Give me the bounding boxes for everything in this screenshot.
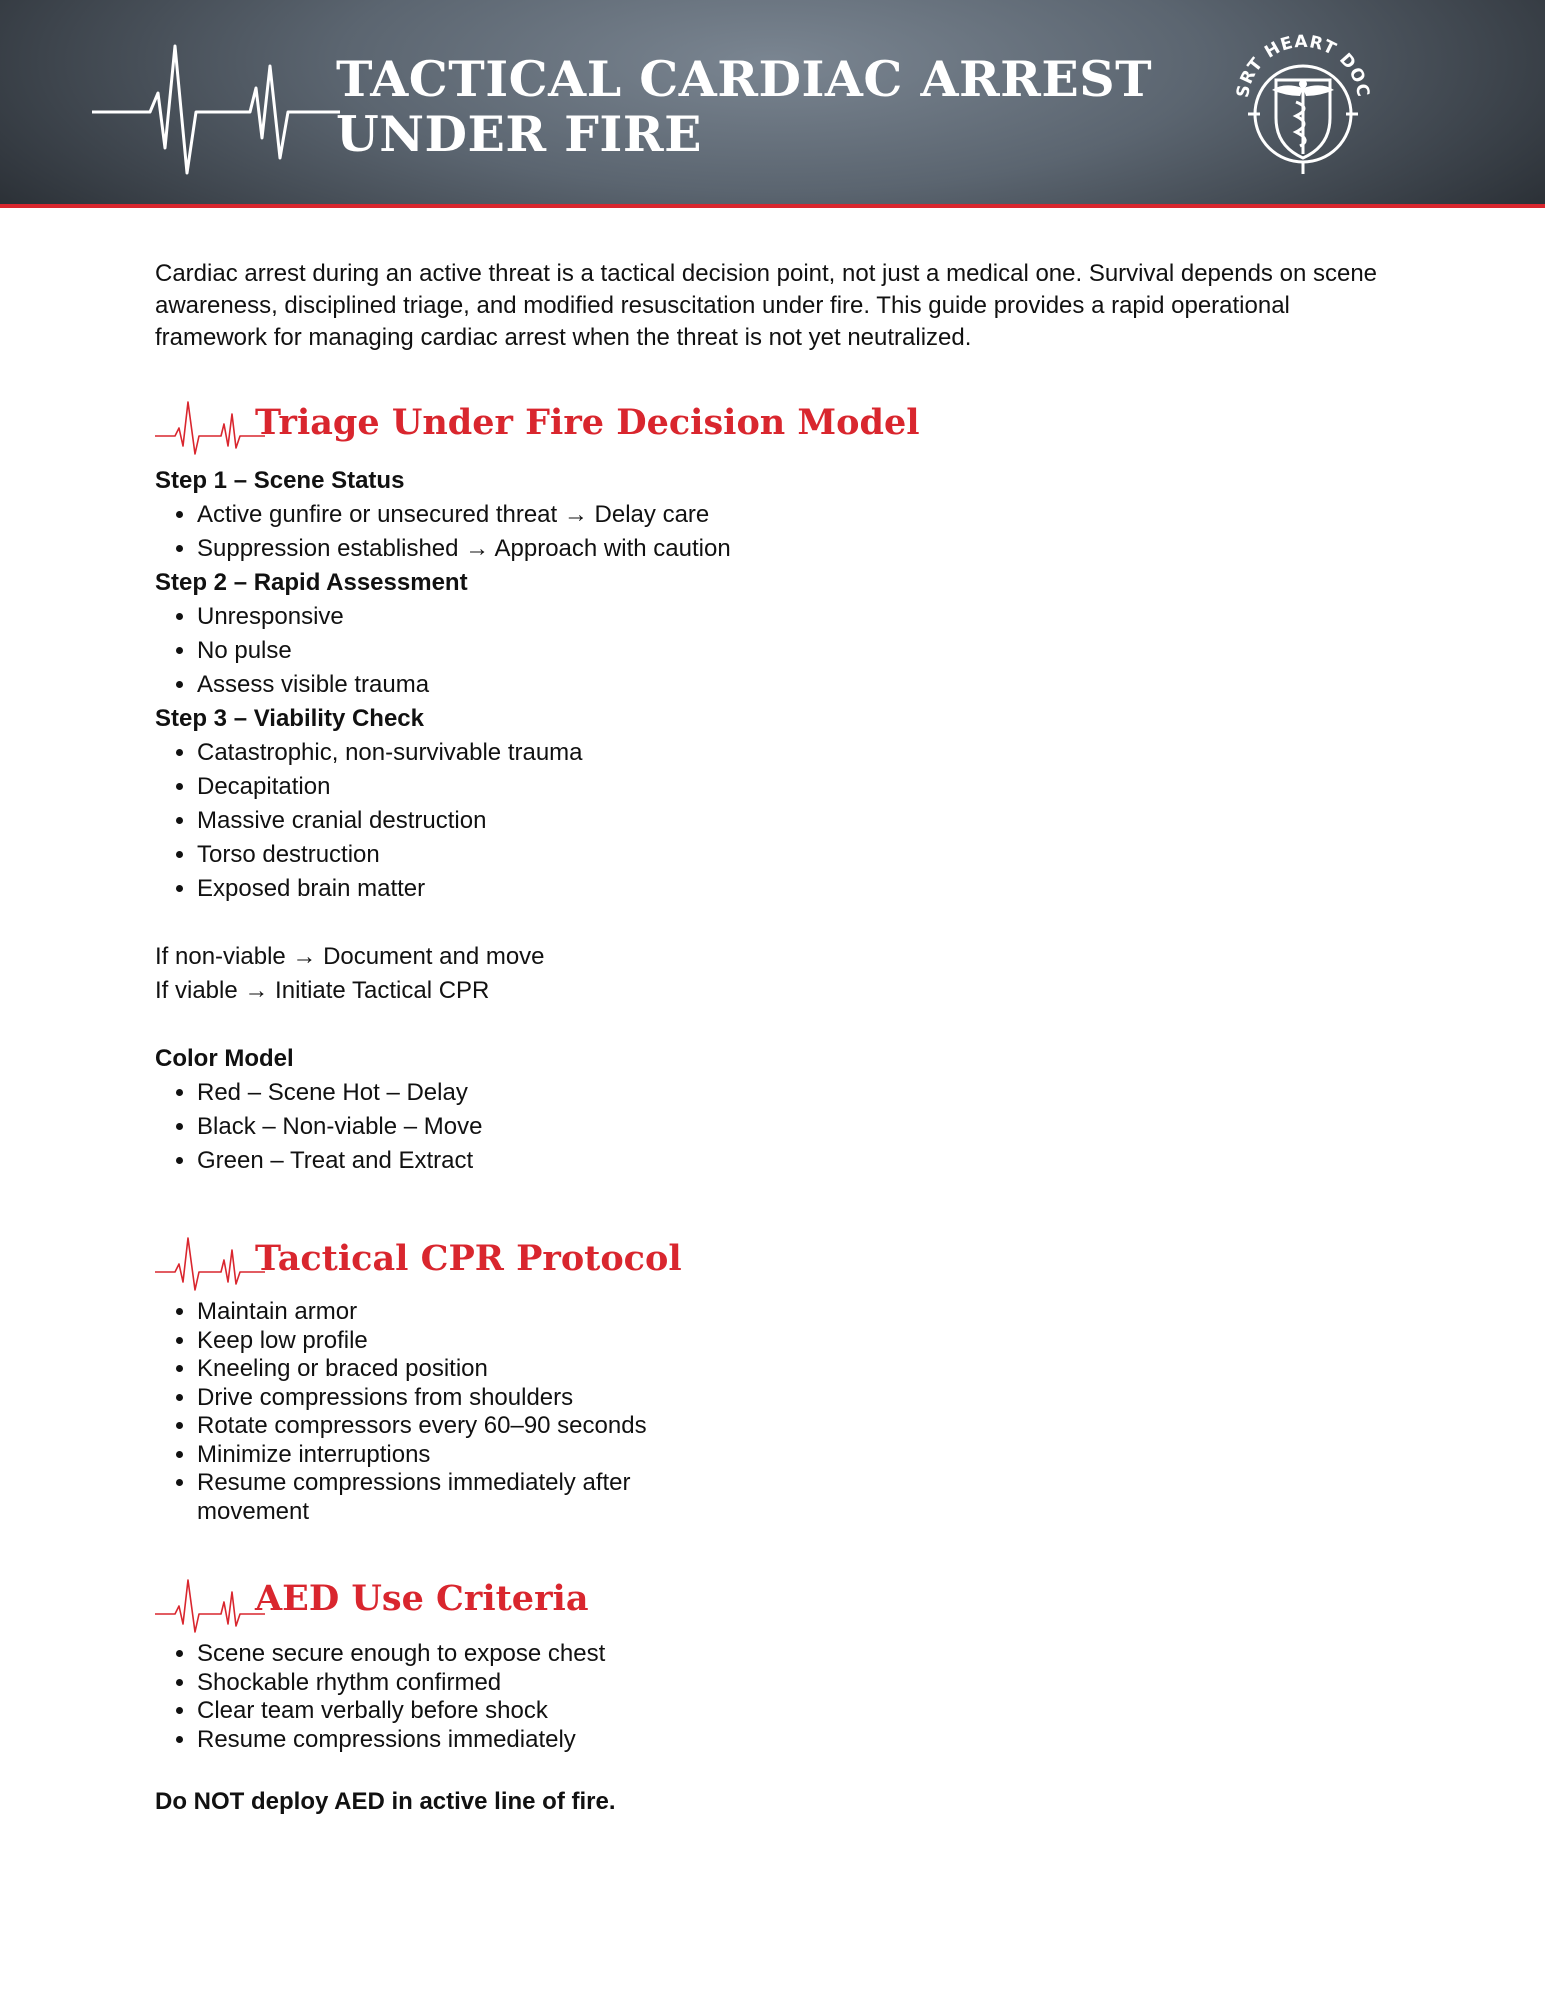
heartbeat-line-icon [155,396,265,456]
aed-list [155,1640,775,1754]
outcome-viable: If viable → Initiate Tactical CPR [155,977,490,1004]
aed-criteria [155,1640,775,1754]
list-item: • Active gunfire or unsecured threat → Delay care [197,498,731,532]
list-item: • Black – Non-viable – Move [197,1110,482,1144]
list-item: • Resume compressions immediately after movement [197,1469,715,1526]
color-model [155,1042,482,1178]
list-item: • Maintain armor [197,1298,715,1327]
list-item: • Catastrophic, non-survivable trauma [197,736,731,770]
list-item: • No pulse [197,634,731,668]
list-item: • Resume compressions immediately [197,1726,775,1755]
title-line-2: UNDER FIRE [336,105,702,163]
list-item: • Green – Treat and Extract [197,1144,482,1178]
section-title-aed: AED Use Criteria [255,1578,589,1619]
list-item: • Keep low profile [197,1327,715,1356]
list-item: • Decapitation [197,770,731,804]
cpr-list [155,1298,715,1526]
aed-warning: Do NOT deploy AED in active line of fire. [155,1788,616,1815]
cpr-protocol [155,1298,715,1526]
list-item: • Torso destruction [197,838,731,872]
list-item: • Exposed brain matter [197,872,731,906]
step-3-title: Step 3 – Viability Check [155,705,425,732]
list-item: • Drive compressions from shoulders [197,1384,715,1413]
triage-steps [155,464,731,906]
list-item: • Scene secure enough to expose chest [197,1640,775,1669]
step-1-list [155,498,731,566]
section-title-cpr: Tactical CPR Protocol [255,1238,682,1279]
outcome-non-viable: If non-viable → Document and move [155,943,545,970]
header-banner [0,0,1545,208]
list-item: • Rotate compressors every 60–90 seconds [197,1412,715,1441]
main-content [155,258,1405,1815]
caduceus-shield-icon [1228,22,1378,182]
logo-text: SRT HEART DOC [1232,31,1374,100]
list-item: • Assess visible trauma [197,668,731,702]
section-title-triage: Triage Under Fire Decision Model [255,402,920,443]
page-title [336,52,1152,162]
step-3-list [155,736,731,906]
color-model-list [155,1076,482,1178]
step-2-title: Step 2 – Rapid Assessment [155,569,468,596]
title-line-1: TACTICAL CARDIAC ARREST [336,50,1153,108]
list-item: • Kneeling or braced position [197,1355,715,1384]
step-1-title: Step 1 – Scene Status [155,467,405,494]
heartbeat-line-icon [155,1574,265,1634]
step-2-list [155,600,731,702]
list-item: • Red – Scene Hot – Delay [197,1076,482,1110]
color-model-title: Color Model [155,1045,294,1072]
intro-paragraph: Cardiac arrest during an active threat is a tactical decision point, not just a medical one. Survival depends on scene awareness, disciplined triage, and modified resuscitation under fire. This guide provides a rapid operational framework for managing cardiac arrest when the threat is not yet neutralized. [155,260,1378,351]
list-item: • Massive cranial destruction [197,804,731,838]
heartbeat-line-icon [90,38,340,178]
heartbeat-line-icon [155,1232,265,1292]
aed-warning-block [155,1785,616,1819]
list-item: • Minimize interruptions [197,1441,715,1470]
list-item: • Clear team verbally before shock [197,1697,775,1726]
list-item: • Suppression established → Approach with caution [197,532,731,566]
viability-outcomes [155,940,545,1008]
list-item: • Shockable rhythm confirmed [197,1669,775,1698]
list-item: • Unresponsive [197,600,731,634]
